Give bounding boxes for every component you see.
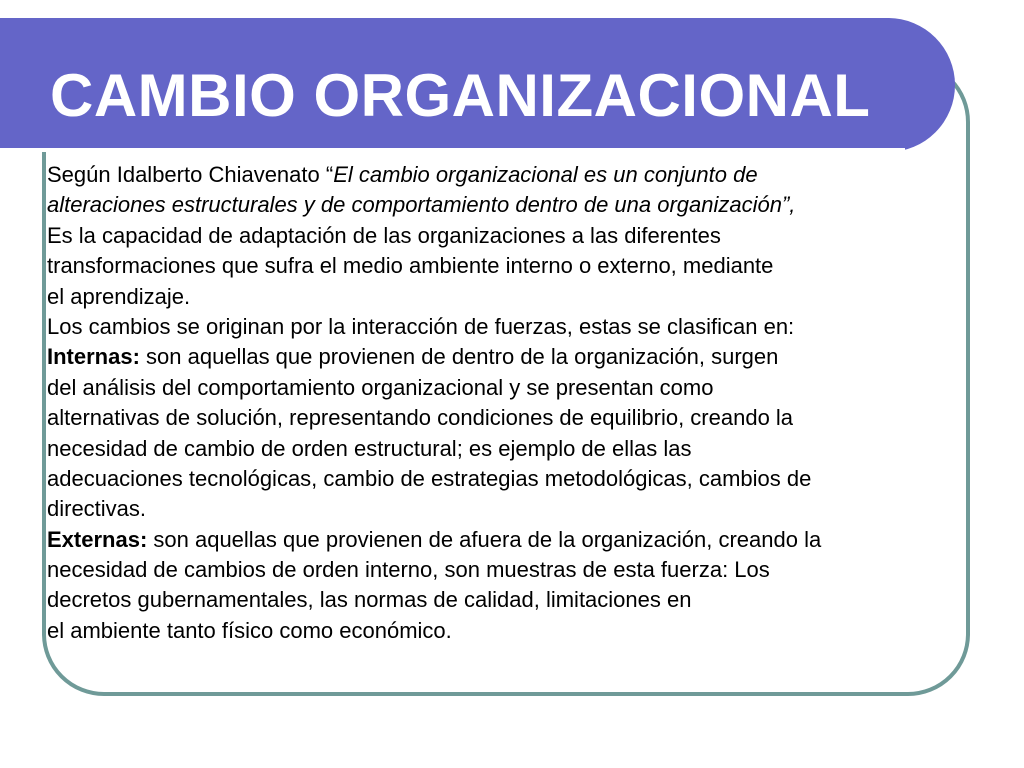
text-line (47, 555, 957, 585)
term-label: Internas: (47, 344, 140, 370)
slide-title: CAMBIO ORGANIZACIONAL (50, 62, 871, 129)
text-line (47, 494, 957, 524)
text-segment: alteraciones estructurales y de comportamiento dentro de una organización”, (47, 192, 796, 218)
text-line (47, 160, 957, 190)
text-segment: son aquellas que provienen de dentro de la organización, surgen (139, 344, 779, 370)
text-line (47, 403, 957, 433)
text-line (47, 525, 957, 555)
text-line (47, 464, 957, 494)
text-segment: del análisis del comportamiento organizacional y se presentan como (47, 374, 714, 400)
text-line (47, 221, 957, 251)
text-line (47, 190, 957, 220)
text-segment: Según Idalberto Chiavenato “ (47, 162, 334, 187)
text-segment: necesidad de cambio de orden estructural; es ejemplo de ellas las (47, 435, 692, 461)
text-segment: transformaciones que sufra el medio ambiente interno o externo, mediante (47, 253, 774, 279)
text-line (47, 585, 957, 615)
text-segment: directivas. (47, 496, 147, 522)
text-line (47, 282, 957, 312)
text-line (47, 434, 957, 464)
text-segment: el ambiente tanto físico como económico. (47, 617, 452, 643)
title-underline (0, 148, 905, 152)
text-line (47, 373, 957, 403)
text-segment: El cambio organizacional es un conjunto de (333, 162, 758, 187)
text-line (47, 616, 957, 646)
text-line (47, 342, 957, 372)
text-line (47, 251, 957, 281)
text-segment: alternativas de solución, representando condiciones de equilibrio, creando la (47, 405, 794, 431)
text-segment: el aprendizaje. (47, 283, 191, 309)
text-segment: Los cambios se originan por la interacción de fuerzas, estas se clasifican en: (47, 313, 795, 339)
text-segment: adecuaciones tecnológicas, cambio de estrategias metodológicas, cambios de (47, 465, 812, 491)
body-text (47, 160, 957, 646)
text-line (47, 312, 957, 342)
text-segment: necesidad de cambios de orden interno, son muestras de esta fuerza: Los (47, 557, 770, 583)
text-segment: Es la capacidad de adaptación de las organizaciones a las diferentes (47, 222, 721, 248)
title-bar (0, 18, 955, 152)
text-segment: decretos gubernamentales, las normas de calidad, limitaciones en (47, 587, 692, 613)
text-segment: son aquellas que provienen de afuera de la organización, creando la (147, 526, 822, 552)
term-label: Externas: (47, 526, 148, 552)
